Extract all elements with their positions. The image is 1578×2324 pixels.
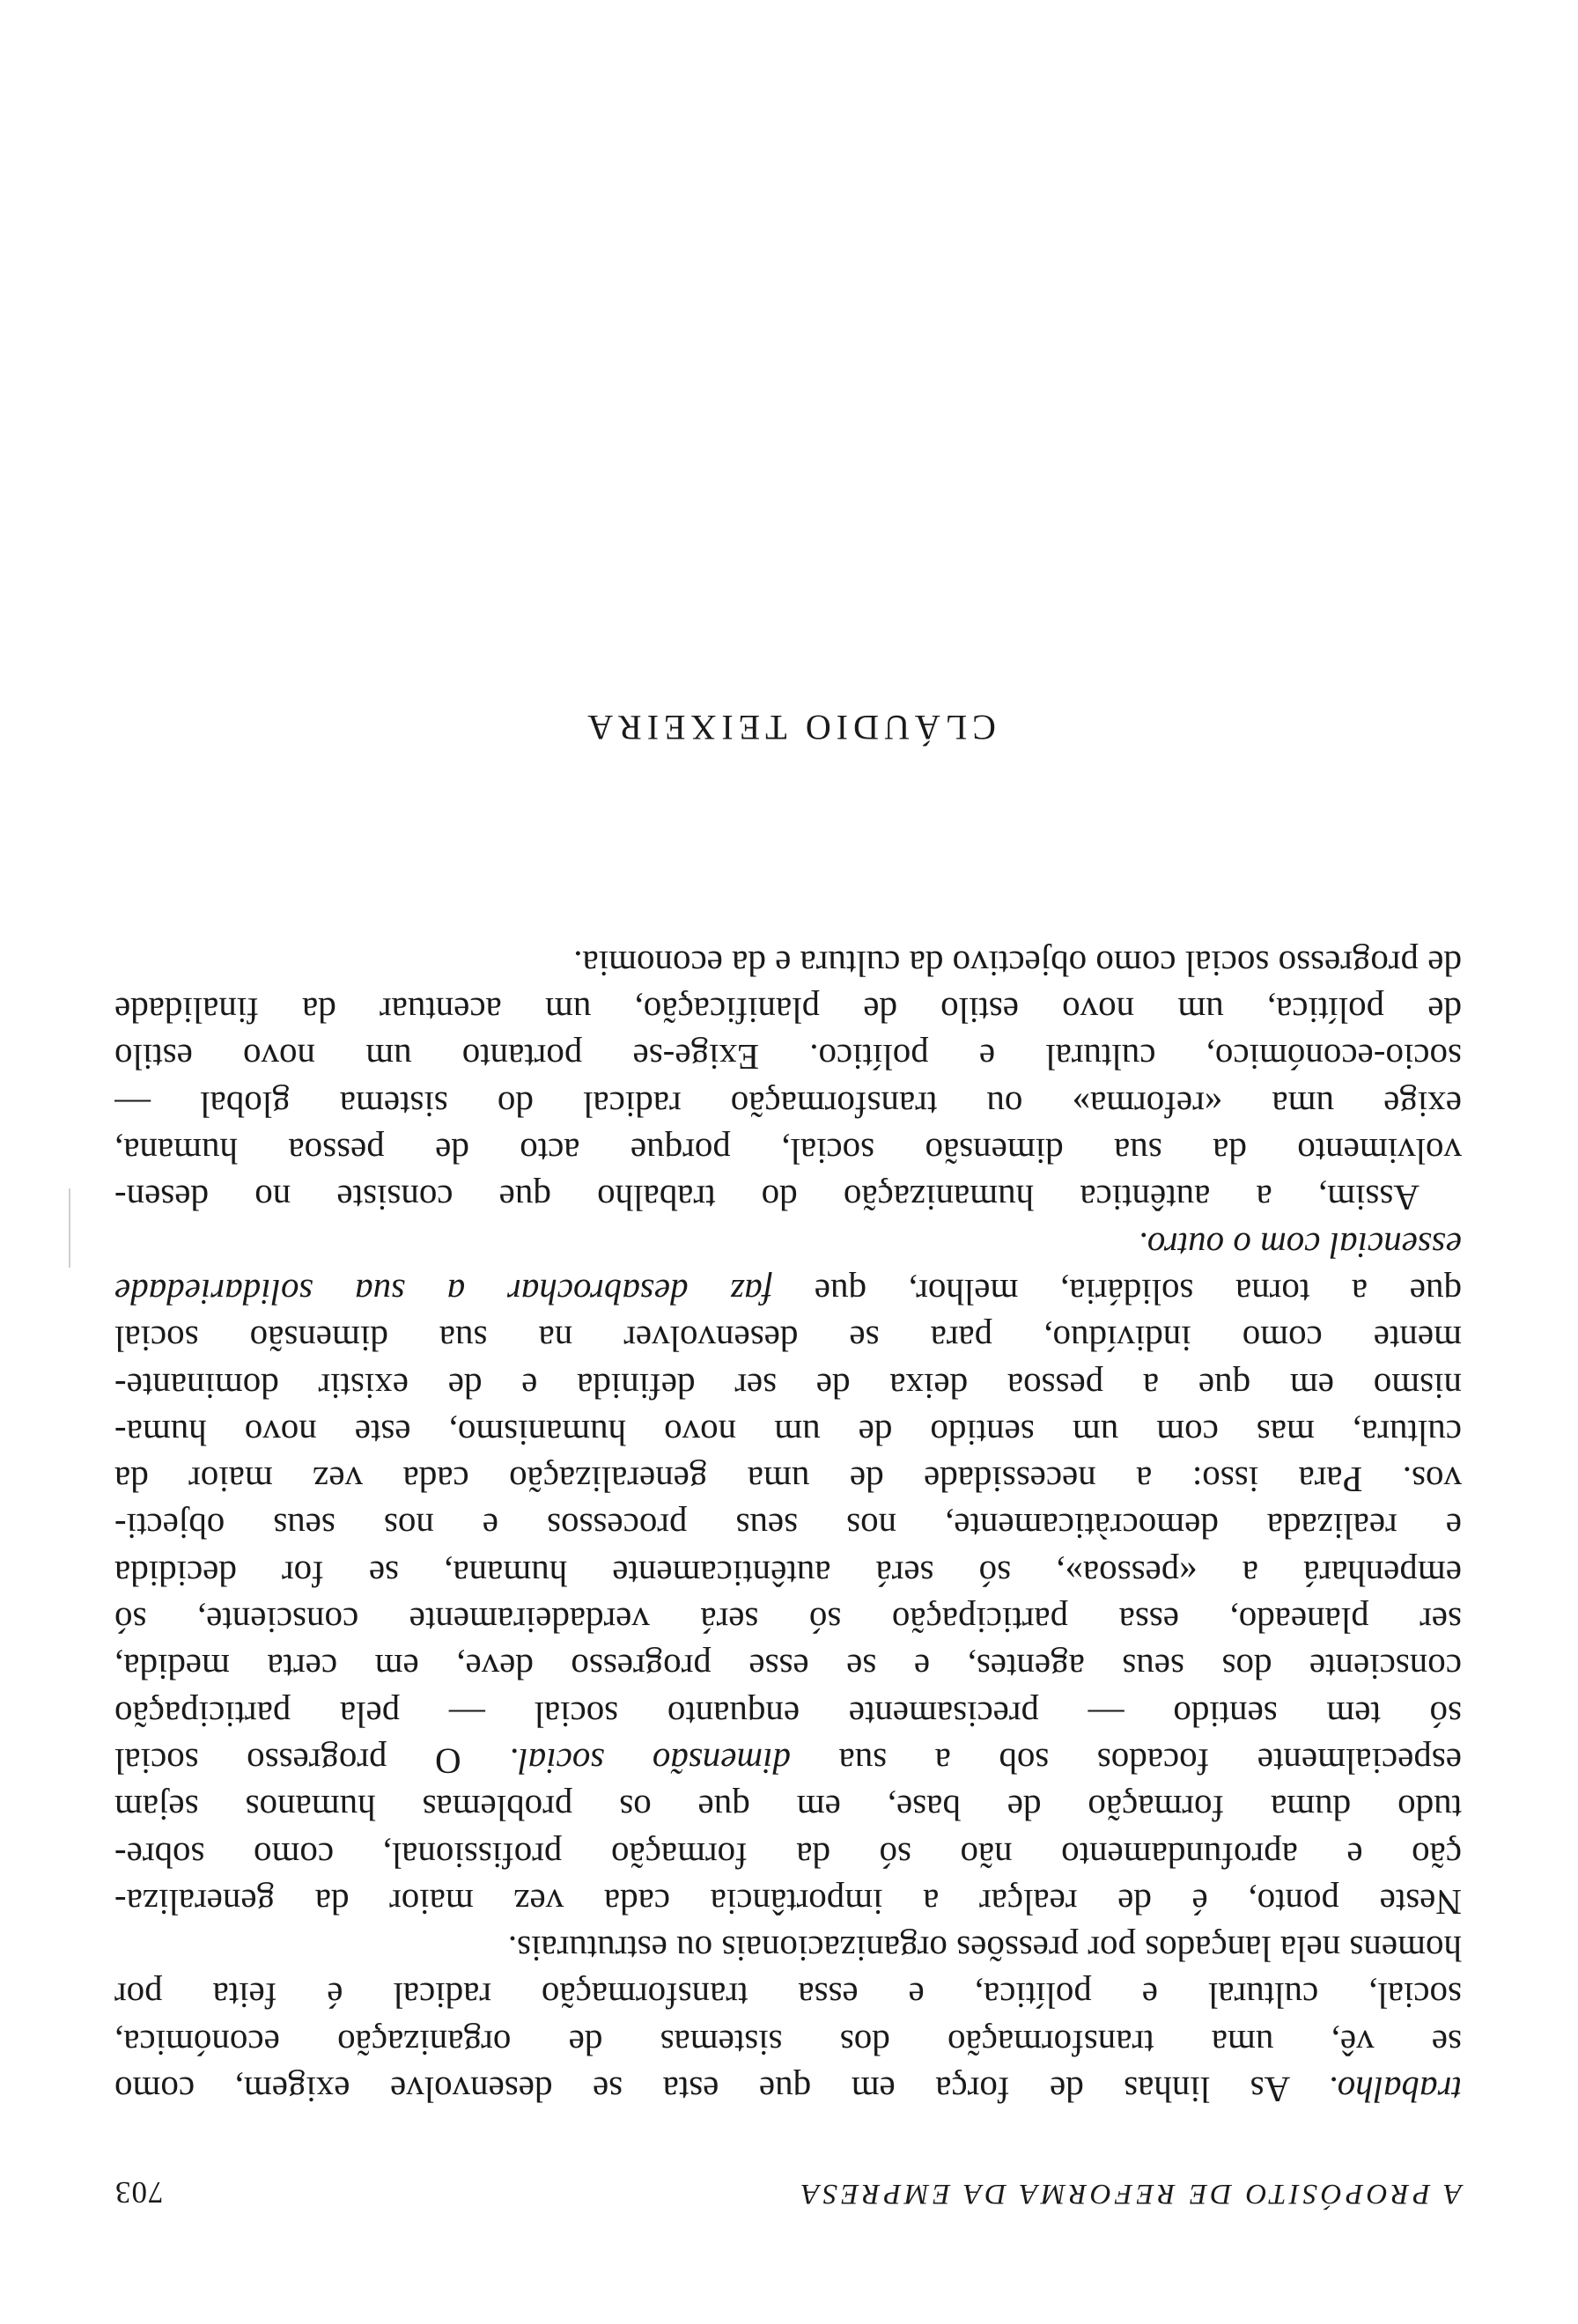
text-segment: social, cultural e política, e essa transformação radical é feita por: [114, 1975, 1462, 2017]
italic-text: dimensão social.: [509, 1740, 791, 1782]
text-segment: especialmente focados sob a sua: [791, 1740, 1462, 1782]
author-signature: CLÁUDIO TEIXEIRA: [582, 708, 996, 747]
text-line: [114, 940, 1462, 987]
text-line: [114, 987, 1462, 1033]
text-line: [114, 1503, 1462, 1549]
text-segment: volvimento da sua dimensão social, porque acto de pessoa humana,: [114, 1131, 1462, 1173]
text-line: [114, 1033, 1462, 1080]
text-segment: ser planeado, essa participação só será verdadeiramente consciente, só: [114, 1600, 1462, 1642]
text-line: [114, 1269, 1462, 1315]
text-line: [114, 1972, 1462, 2019]
text-segment: consciente dos seus agentes, e se esse progresso deve, em certa medida,: [114, 1647, 1462, 1688]
text-segment: e realizada democràticamente, nos seus processos e nos seus objecti-: [114, 1506, 1462, 1548]
text-segment: homens nela lançados por pressões organizacionais ou estruturais.: [507, 1929, 1462, 1970]
text-segment: nismo em que a pessoa deixa de ser definida e de existir dominante-: [114, 1365, 1462, 1407]
text-line: [114, 1362, 1462, 1408]
running-head: [114, 2160, 1462, 2210]
text-segment: ção e aprofundamento não só da formação profissional, como sobre-: [114, 1835, 1462, 1876]
text-line: [114, 1080, 1462, 1127]
text-line: [114, 1456, 1462, 1503]
italic-text: essencial com o outro.: [1138, 1225, 1462, 1266]
text-line: [114, 1549, 1462, 1596]
text-segment: só tem sentido — precisamente enquanto social — pela participação: [114, 1694, 1462, 1735]
text-segment: tudo duma formação de base, em que os problemas humanos sejam: [114, 1788, 1462, 1829]
italic-text: faz desabrochar a sua solidariedade: [114, 1271, 773, 1313]
scan-margin-mark: [69, 1188, 70, 1268]
text-segment: Neste ponto, é de realçar a importância cada vez maior da generaliza-: [114, 1881, 1462, 1923]
text-line: [114, 1831, 1462, 1878]
text-line: [114, 1784, 1462, 1831]
text-line: [114, 1409, 1462, 1456]
text-line: [114, 1128, 1462, 1174]
text-segment: se vê, uma transformação dos sistemas de organização económica,: [114, 2022, 1462, 2063]
text-segment: vos. Para isso: a necessidade de uma generalização cada vez maior da: [114, 1460, 1462, 1501]
text-segment: mente como indivíduo, para se desenvolver na sua dimensão social: [114, 1319, 1462, 1360]
text-line: [114, 1221, 1462, 1268]
text-segment: de progresso social como objectivo da cultura e da economia.: [573, 943, 1462, 984]
text-segment: O progresso social: [114, 1740, 510, 1782]
text-segment: As linhas de força em que esta se desenvolve exigem, como: [114, 2070, 1329, 2110]
text-line: [114, 1597, 1462, 1644]
italic-text: trabalho.: [1328, 2070, 1462, 2110]
text-segment: socio-económico, cultural e político. Exige-se portanto um novo estilo: [114, 1037, 1462, 1078]
text-line: [114, 1879, 1462, 1925]
text-segment: de política, um novo estilo de planificação, um acentuar da finalidade: [114, 990, 1462, 1032]
text-line: [114, 1690, 1462, 1737]
text-line: [114, 1174, 1462, 1221]
text-line: [114, 2066, 1462, 2113]
text-line: [114, 1644, 1462, 1690]
text-line: [114, 1925, 1462, 1972]
text-segment: Assim, a autêntica humanização do trabalho que consiste no desen-: [114, 1178, 1419, 1219]
text-line: [114, 1315, 1462, 1362]
body-text: [114, 940, 1462, 2113]
text-line: [114, 2019, 1462, 2065]
text-segment: que a torna solidária, melhor, que: [772, 1271, 1462, 1313]
text-segment: exige uma «reforma» ou transformação radical do sistema global —: [114, 1084, 1462, 1125]
text-line: [114, 1738, 1462, 1784]
page-number: 703: [114, 2175, 164, 2210]
text-segment: cultura, mas com um sentido de um novo humanismo, este novo huma-: [114, 1412, 1462, 1453]
running-head-title: A PROPÓSITO DE REFORMA DA EMPRESA: [798, 2178, 1462, 2210]
text-segment: empenhará a «pessoa», só será autênticamente humana, se for decidida: [114, 1553, 1462, 1594]
